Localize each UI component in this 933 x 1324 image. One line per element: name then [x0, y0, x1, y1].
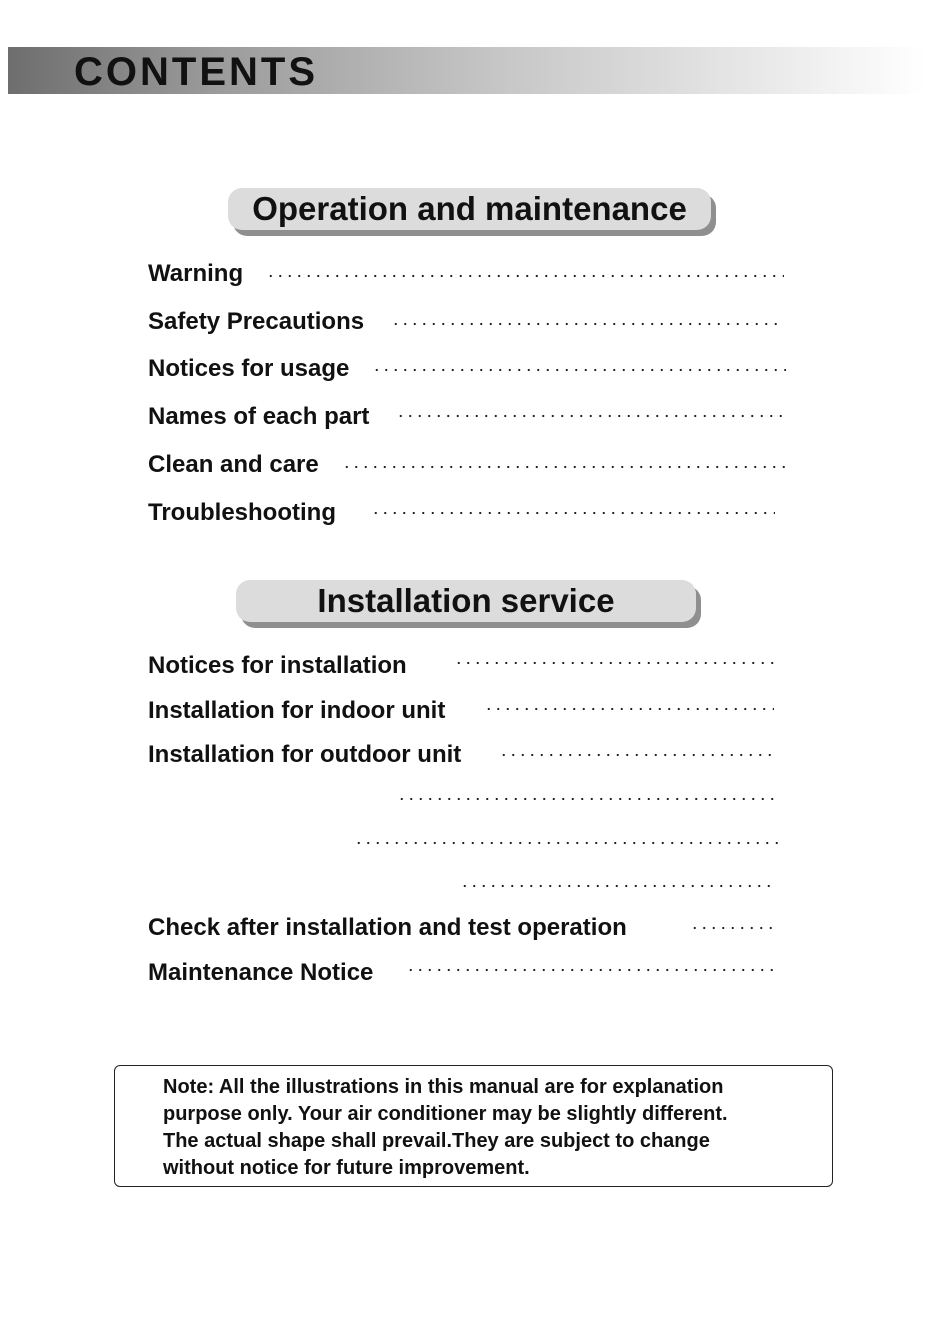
- toc-leader-dots: [460, 884, 774, 888]
- toc-leader-dots: [690, 926, 776, 930]
- toc-leader-dots: [372, 368, 786, 372]
- note-line: The actual shape shall prevail.They are subject to change: [163, 1130, 710, 1152]
- toc-item-troubleshooting[interactable]: Troubleshooting: [148, 499, 336, 526]
- note-box: [114, 1065, 833, 1187]
- toc-item-safety-precautions[interactable]: Safety Precautions: [148, 308, 365, 335]
- toc-item-warning[interactable]: Warning: [148, 260, 244, 287]
- section-title-installation: Installation service: [236, 580, 696, 622]
- toc-item-outdoor-unit[interactable]: Installation for outdoor unit: [148, 741, 462, 768]
- toc-item-clean-and-care[interactable]: Clean and care: [148, 451, 319, 478]
- toc-item-notices-for-installation[interactable]: Notices for installation: [148, 652, 407, 679]
- note-text: [163, 1074, 823, 1182]
- toc-item-names-of-each-part[interactable]: Names of each part: [148, 403, 370, 430]
- toc-leader-dots: [397, 797, 776, 801]
- toc-leader-dots: [406, 968, 776, 972]
- toc-leader-dots: [499, 753, 776, 757]
- page-title: CONTENTS: [74, 50, 318, 94]
- toc-leader-dots: [342, 465, 788, 469]
- toc-leader-dots: [266, 274, 784, 278]
- note-line: Note: All the illustrations in this manual are for explanation: [163, 1076, 724, 1098]
- section-title-operation: Operation and maintenance: [228, 188, 711, 230]
- note-line: purpose only. Your air conditioner may be slightly different.: [163, 1103, 728, 1125]
- toc-item-notices-for-usage[interactable]: Notices for usage: [148, 355, 350, 382]
- toc-item-check-and-test-operation[interactable]: Check after installation and test operation: [148, 914, 627, 941]
- toc-item-maintenance-notice[interactable]: Maintenance Notice: [148, 959, 374, 986]
- toc-leader-dots: [391, 322, 784, 326]
- toc-leader-dots: [484, 707, 774, 711]
- note-line: without notice for future improvement.: [163, 1157, 530, 1179]
- toc-leader-dots: [371, 511, 775, 515]
- toc-leader-dots: [396, 414, 786, 418]
- toc-item-indoor-unit[interactable]: Installation for indoor unit: [148, 697, 446, 724]
- toc-leader-dots: [454, 661, 776, 665]
- toc-leader-dots: [354, 841, 778, 845]
